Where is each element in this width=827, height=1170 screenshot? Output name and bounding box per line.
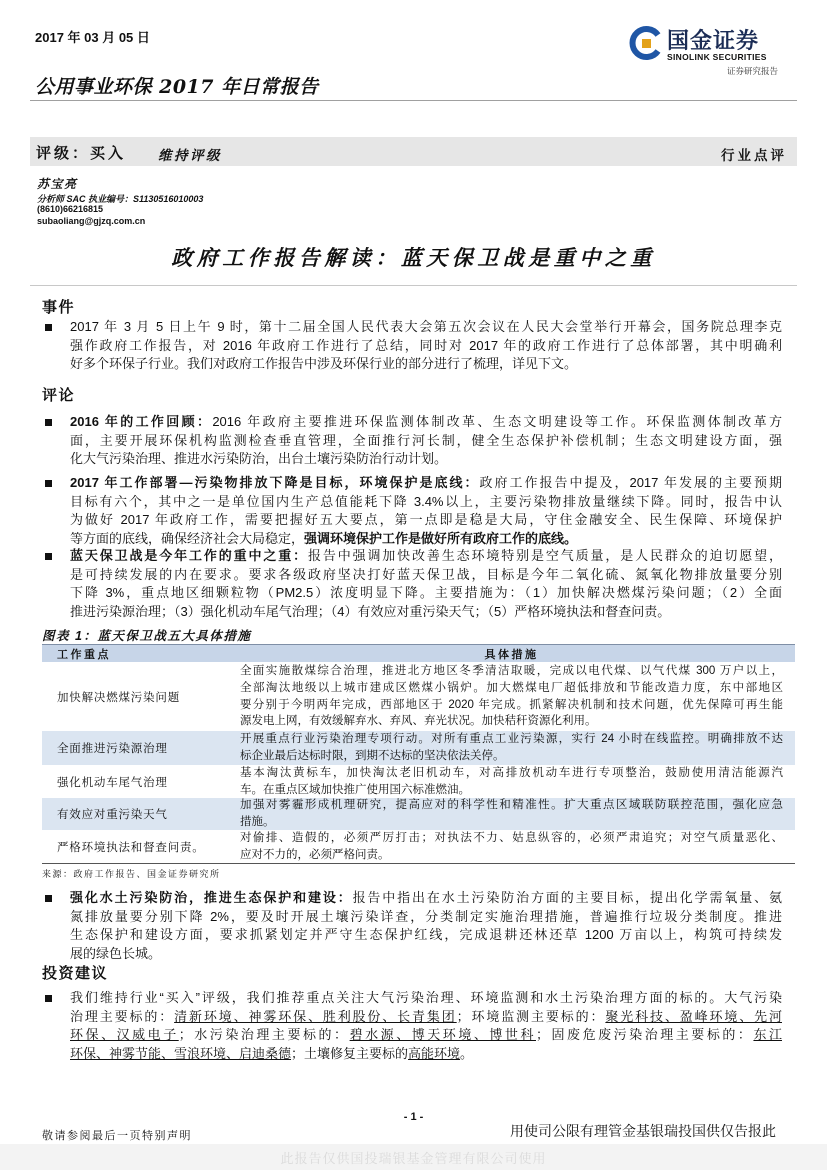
figure-title: 图表 1：蓝天保卫战五大具体措施 (42, 629, 252, 643)
footer-license-note: 用使司公限有理管金基银瑞投国供仅告报此 (510, 1123, 776, 1139)
text-run: 源发电上网，有效缓解弃水、弃风、弃光状况。加快秸秆资源化利用。 (240, 715, 597, 728)
emphasis-text: 强调环境保护工作是做好所有政府工作的底线。 (304, 531, 578, 547)
investment-paragraph (70, 989, 782, 1064)
text-run: 全面实施散煤综合治理，推进北方地区冬季清洁取暖，完成以电代煤、以气代煤 300 万户以上， (240, 665, 783, 678)
text-run: 标企业最后达标时限，到期不达标的坚决依法关停。 (240, 750, 505, 762)
stock-name-list: 高能环境 (408, 1046, 461, 1062)
stock-name-list: 碧水源、博天环境、博世科 (349, 1027, 536, 1043)
text-run: ；固废危废污染治理主要标的： (535, 1027, 754, 1043)
text-line (70, 318, 782, 337)
bullet-icon (45, 995, 52, 1002)
text-line (70, 474, 782, 493)
emphasis-text: 2017 年工作部署—污染物排放下降是目标，环境保护是底线： (70, 475, 480, 490)
brand-name: 国金证券 (667, 28, 760, 53)
text-run: ；水污染治理主要标的： (178, 1027, 350, 1043)
analyst-name: 苏宝亮 (37, 177, 78, 191)
text-run: 报告中强调加快改善生态环境特别是空气质量，是人民群众的迫切愿望， (307, 548, 782, 563)
column-header-measures: 具体措施 (484, 648, 539, 661)
text-line (70, 889, 782, 908)
footer-watermark: 此报告仅供国投瑞银基金管理有限公司使用 (280, 1151, 547, 1166)
text-line (240, 680, 783, 697)
footer-disclaimer: 敬请参阅最后一页特别声明 (42, 1130, 192, 1142)
table-cell-measures (240, 797, 783, 830)
text-run: ；环境监测主要标的： (456, 1008, 606, 1024)
event-paragraph (70, 318, 782, 374)
title-divider (30, 285, 797, 286)
report-series: 公用事业环保 2017 年日常报告 (35, 76, 319, 98)
text-line (240, 748, 783, 765)
text-line (70, 547, 782, 566)
text-line (70, 355, 782, 374)
text-run: 措施。 (240, 816, 275, 828)
text-line (70, 989, 782, 1008)
comment-paragraph-water-soil (70, 889, 782, 964)
comment-paragraph-blue-sky (70, 547, 782, 622)
stock-name-list: 东江 (753, 1027, 782, 1043)
text-run: 强作政府工作报告，对 2016 年政府工作进行了总结，同时对 2017 年的政府工作进行了总体部署，其中明确利 (70, 337, 782, 353)
rating-action: 维持评级 (158, 148, 222, 164)
analyst-license: 分析师 SAC 执业编号：S1130516010003 (37, 194, 204, 204)
text-run: 加强对雾霾形成机理研究，提高应对的科学性和精准性。扩大重点区域联防联控范围，强化应急 (240, 799, 783, 812)
text-line (70, 493, 782, 512)
table-row (42, 798, 795, 830)
table-row (42, 662, 795, 731)
text-line (240, 697, 783, 714)
bullet-icon (45, 419, 52, 426)
text-run: 展的绿色长城。 (70, 946, 162, 962)
table-cell-focus: 加快解决燃煤污染问题 (57, 691, 180, 704)
stock-name-list: 清新环境、神雾环保、胜利股份、长青集团 (174, 1008, 457, 1024)
table-cell-focus: 全面推进污染源治理 (57, 743, 168, 755)
column-header-focus: 工作重点 (57, 648, 111, 661)
text-run: 氮排放量要分别下降 2%，要及时开展土壤污染详查，分类制定实施治理措施，普遍推行垃圾分类制度。推进 (70, 908, 782, 924)
report-type: 行业点评 (721, 148, 787, 164)
text-run: 报告中指出在水土污染防治方面的主要目标，提出化学需氧量、氨 (352, 890, 782, 905)
text-run: 推进污染源治理；（3）强化机动车尾气治理；（4）有效应对重污染天气；（5）严格环境执法和督查问责。 (70, 604, 671, 620)
text-line (70, 511, 782, 530)
text-line (70, 1026, 782, 1045)
text-line (240, 713, 783, 730)
text-line (70, 584, 782, 603)
stock-name-list: 聚光科技、盈峰环境、先河 (605, 1008, 782, 1024)
text-line (240, 731, 783, 748)
section-heading-comment: 评论 (42, 386, 76, 404)
stock-name-list: 环保、神雾节能、雪浪环境、启迪桑德 (70, 1046, 292, 1062)
text-run: 2017 年 3 月 5 日上午 9 时，第十二届全国人民代表大会第五次会议在人民大会堂举行开幕会，国务院总理李克 (70, 319, 782, 334)
table-cell-measures (240, 765, 783, 798)
text-run: 我们维持行业“买入”评级，我们推荐重点关注大气污染治理、环境监测和水土污染治理方面的标的。大气污染 (70, 990, 782, 1005)
table-cell-measures (240, 663, 783, 730)
text-run: 要分别于今明两年完成，西部地区于 2020 年完成。抓紧解决机制和技术问题，优先保障可再生能 (240, 698, 783, 711)
stock-name-list: 环保、汉威电子 (70, 1027, 179, 1043)
table-row (42, 830, 795, 863)
text-line (70, 450, 782, 469)
table-cell-focus: 有效应对重污染天气 (57, 809, 168, 821)
text-run: 车。在重点区域加快推广使用国六标准燃油。 (240, 783, 470, 796)
comment-paragraph-2017-plan (70, 474, 782, 549)
text-run: 为做好 2017 年政府工作，需要把握好五大要点，第一点即是稳是大局，守住金融安全、民生保障、环境保护 (70, 512, 782, 528)
text-line (240, 797, 783, 814)
text-line (70, 337, 782, 356)
text-line (240, 765, 783, 782)
section-heading-investment: 投资建议 (42, 964, 109, 982)
table-row (42, 731, 795, 765)
page-title: 政府工作报告解读：蓝天保卫战是重中之重 (171, 245, 656, 270)
text-run: 基本淘汰黄标车，加快淘汰老旧机动车，对高排放机动车进行专项整治，鼓励使用清洁能源汽 (240, 766, 783, 779)
comment-paragraph-2016-review (70, 413, 782, 469)
section-heading-event: 事件 (42, 298, 76, 316)
brand-subtitle: 证券研究报告 (727, 66, 779, 76)
text-run: 2016 年政府主要推进环保监测体制改革、生态文明建设等工作。环保监测体制改革方 (212, 414, 782, 429)
bullet-icon (45, 480, 52, 487)
emphasis-text: 蓝天保卫战是今年工作的重中之重： (70, 548, 308, 563)
table-cell-focus: 强化机动车尾气治理 (57, 776, 168, 789)
text-run: 全部淘汰地级以上城市建成区燃煤小锅炉。加大燃煤电厂超低排放和节能改造力度，东中部地区 (240, 681, 783, 694)
table-header-row (42, 645, 795, 662)
analyst-email: subaoliang@gjzq.com.cn (37, 216, 146, 226)
text-run: 目标有六个，其中之一是单位国内生产总值能耗下降 3.4%以上，主要污染物排放量继续下降。同时，报告中认 (70, 493, 782, 509)
table-cell-measures (240, 830, 783, 863)
text-line (240, 814, 783, 831)
text-line (70, 432, 782, 451)
text-line (70, 603, 782, 622)
text-line (70, 945, 782, 964)
sinolink-logo-icon (627, 24, 665, 62)
table-row (42, 765, 795, 798)
figure-source: 来源：政府工作报告、国金证券研究所 (42, 869, 221, 879)
text-line (70, 1008, 782, 1027)
text-run: 开展重点行业污染治理专项行动。对所有重点工业污染源，实行 24 小时在线监控。明确排放不达 (240, 733, 783, 746)
brand-name-en: SINOLINK SECURITIES (667, 52, 767, 62)
report-date: 2017 年 03 月 05 日 (35, 30, 150, 45)
text-run: 下降 3%，重点地区细颗粒物（PM2.5）浓度明显下降。主要措施为：（1）加快解决燃煤污染问题；（2）全面 (70, 585, 782, 601)
text-run: 生态保护和建设方面，要求抓紧划定并严守生态保护红线，完成退耕还林还草 1200 万亩以上，构筑可持续发 (70, 927, 782, 943)
header-divider (30, 100, 797, 101)
rating-label: 评级：买入 (36, 144, 127, 162)
text-run: 化大气污染治理、推进水污染防治，出台土壤污染防治行动计划。 (70, 451, 448, 467)
bullet-icon (45, 895, 52, 902)
table-cell-measures (240, 731, 783, 764)
bullet-icon (45, 324, 52, 331)
text-line (70, 530, 782, 549)
rating-band (30, 137, 797, 166)
text-run: 是可持续发展的内在要求。要求各级政府坚决打好蓝天保卫战，目标是今年二氧化硫、氮氧化物排放量要分别 (70, 566, 782, 582)
text-run: 政府工作报告中提及，2017 年发展的主要预期 (479, 475, 782, 490)
text-line (240, 663, 783, 680)
text-line (240, 830, 783, 847)
text-run: 等方面的底线，确保经济社会大局稳定， (70, 531, 305, 547)
text-run: ；土壤修复主要标的 (291, 1046, 409, 1062)
text-line (240, 847, 783, 864)
text-line (70, 566, 782, 585)
text-line (240, 782, 783, 799)
text-run: 应对不力的，必须严格问责。 (240, 848, 390, 861)
page-number: - 1 - (403, 1111, 424, 1123)
emphasis-text: 强化水土污染防治，推进生态保护和建设： (70, 890, 353, 905)
text-line (70, 908, 782, 927)
bullet-icon (45, 553, 52, 560)
measures-table (42, 644, 795, 864)
text-line (70, 1045, 782, 1064)
text-run: 好多个环保子行业。我们对政府工作报告中涉及环保行业的部分进行了梳理，详见下文。 (70, 356, 578, 372)
text-line (70, 926, 782, 945)
emphasis-text: 2016 年的工作回顾： (70, 414, 213, 429)
text-run: 。 (460, 1046, 474, 1062)
text-run: 面，主要开展环保机构监测检查垂直管理，全面推行河长制，健全生态保护补偿机制；生态文明建设方面，强 (70, 432, 782, 448)
text-run: 对偷排、造假的，必须严厉打击；对执法不力、姑息纵容的，必须严肃追究；对空气质量恶化、 (240, 831, 783, 844)
text-line (70, 413, 782, 432)
table-cell-focus: 严格环境执法和督查问责。 (57, 841, 205, 854)
text-run: 治理主要标的： (70, 1008, 175, 1024)
analyst-phone: (8610)66216815 (37, 204, 104, 214)
